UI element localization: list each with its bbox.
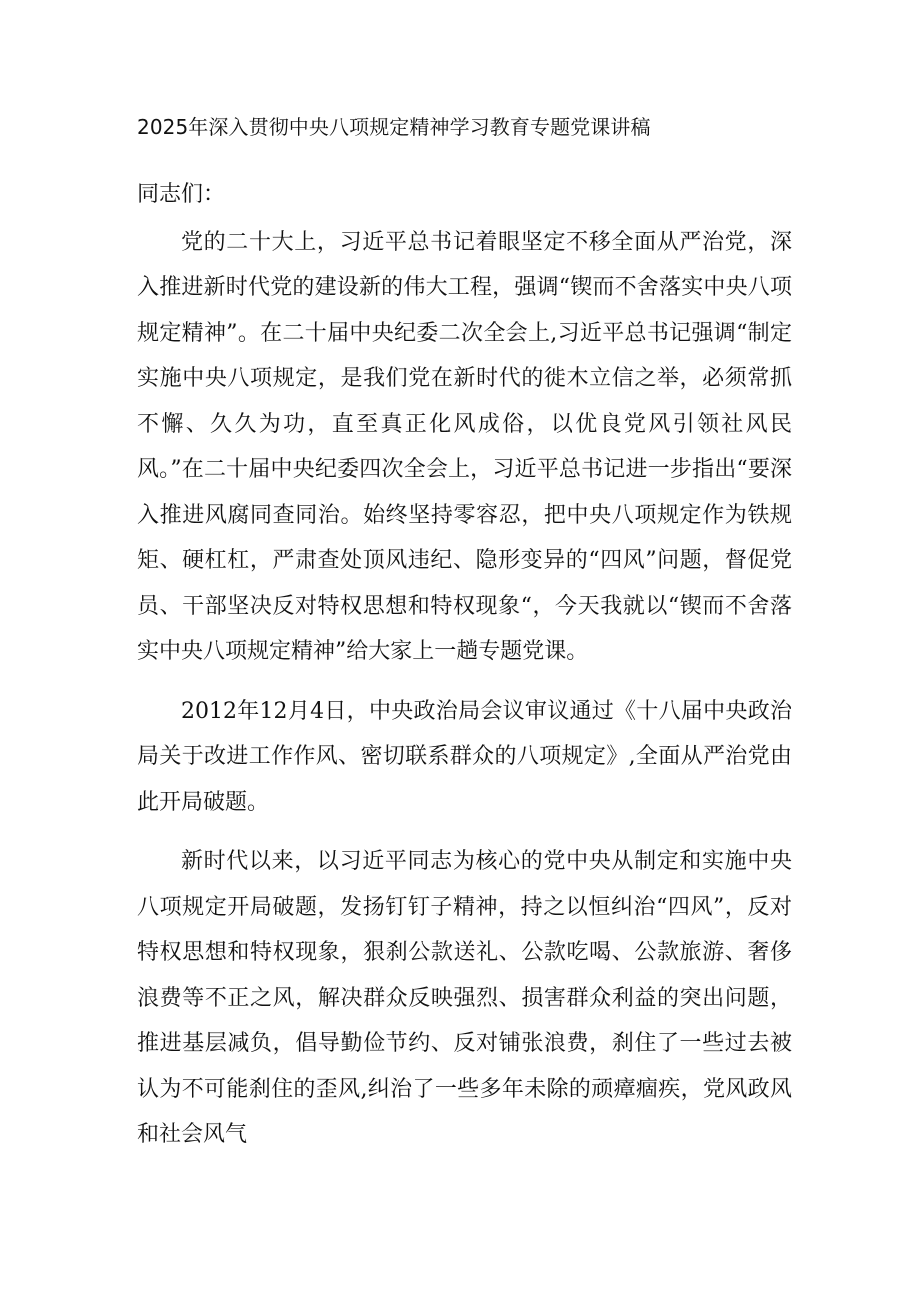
- document-body: [137, 172, 792, 1172]
- paragraph: 2012年12月4日，中央政治局会议审议通过《十八届中央政治局关于改进工作作风、密切联系群众的八项规定》,全面从严治党由此开局破题。: [137, 698, 792, 815]
- paragraph: 党的二十大上，习近平总书记着眼坚定不移全面从严治党，深入推进新时代党的建设新的伟大工程，强调“锲而不舍落实中央八项规定精神”。在二十届中央纪委二次全会上,习近平总书记强调“制定实施中央八项规定，是我们党在新时代的徙木立信之举，必须常抓不懈、久久为功，直至真正化风成俗，以优良党风引领社风民风。”在二十届中央纪委四次全会上，习近平总书记进一步指出“要深入推进风腐同查同治。始终坚持零容忍，把中央八项规定作为铁规矩、硬杠杠，严肃查处顶风违纪、隐形变异的“四风”问题，督促党员、干部坚决反对特权思想和特权现象“，今天我就以“锲而不舍落实中央八项规定精神”给大家上一趟专题党课。: [137, 229, 792, 664]
- document-title: 2025年深入贯彻中央八项规定精神学习教育专题党课讲稿: [137, 115, 651, 139]
- salutation: 同志们：: [137, 182, 226, 207]
- paragraph: 新时代以来，以习近平同志为核心的党中央从制定和实施中央八项规定开局破题，发扬钉钉子精神，持之以恒纠治“四风”，反对特权思想和特权现象，狠刹公款送礼、公款吃喝、公款旅游、奢侈浪费等不正之风，解决群众反映强烈、损害群众利益的突出问题，推进基层减负，倡导勤俭节约、反对铺张浪费，刹住了一些过去被认为不可能刹住的歪风,纠治了一些多年未除的顽瘴痼疾，党风政风和社会风气: [137, 849, 792, 1147]
